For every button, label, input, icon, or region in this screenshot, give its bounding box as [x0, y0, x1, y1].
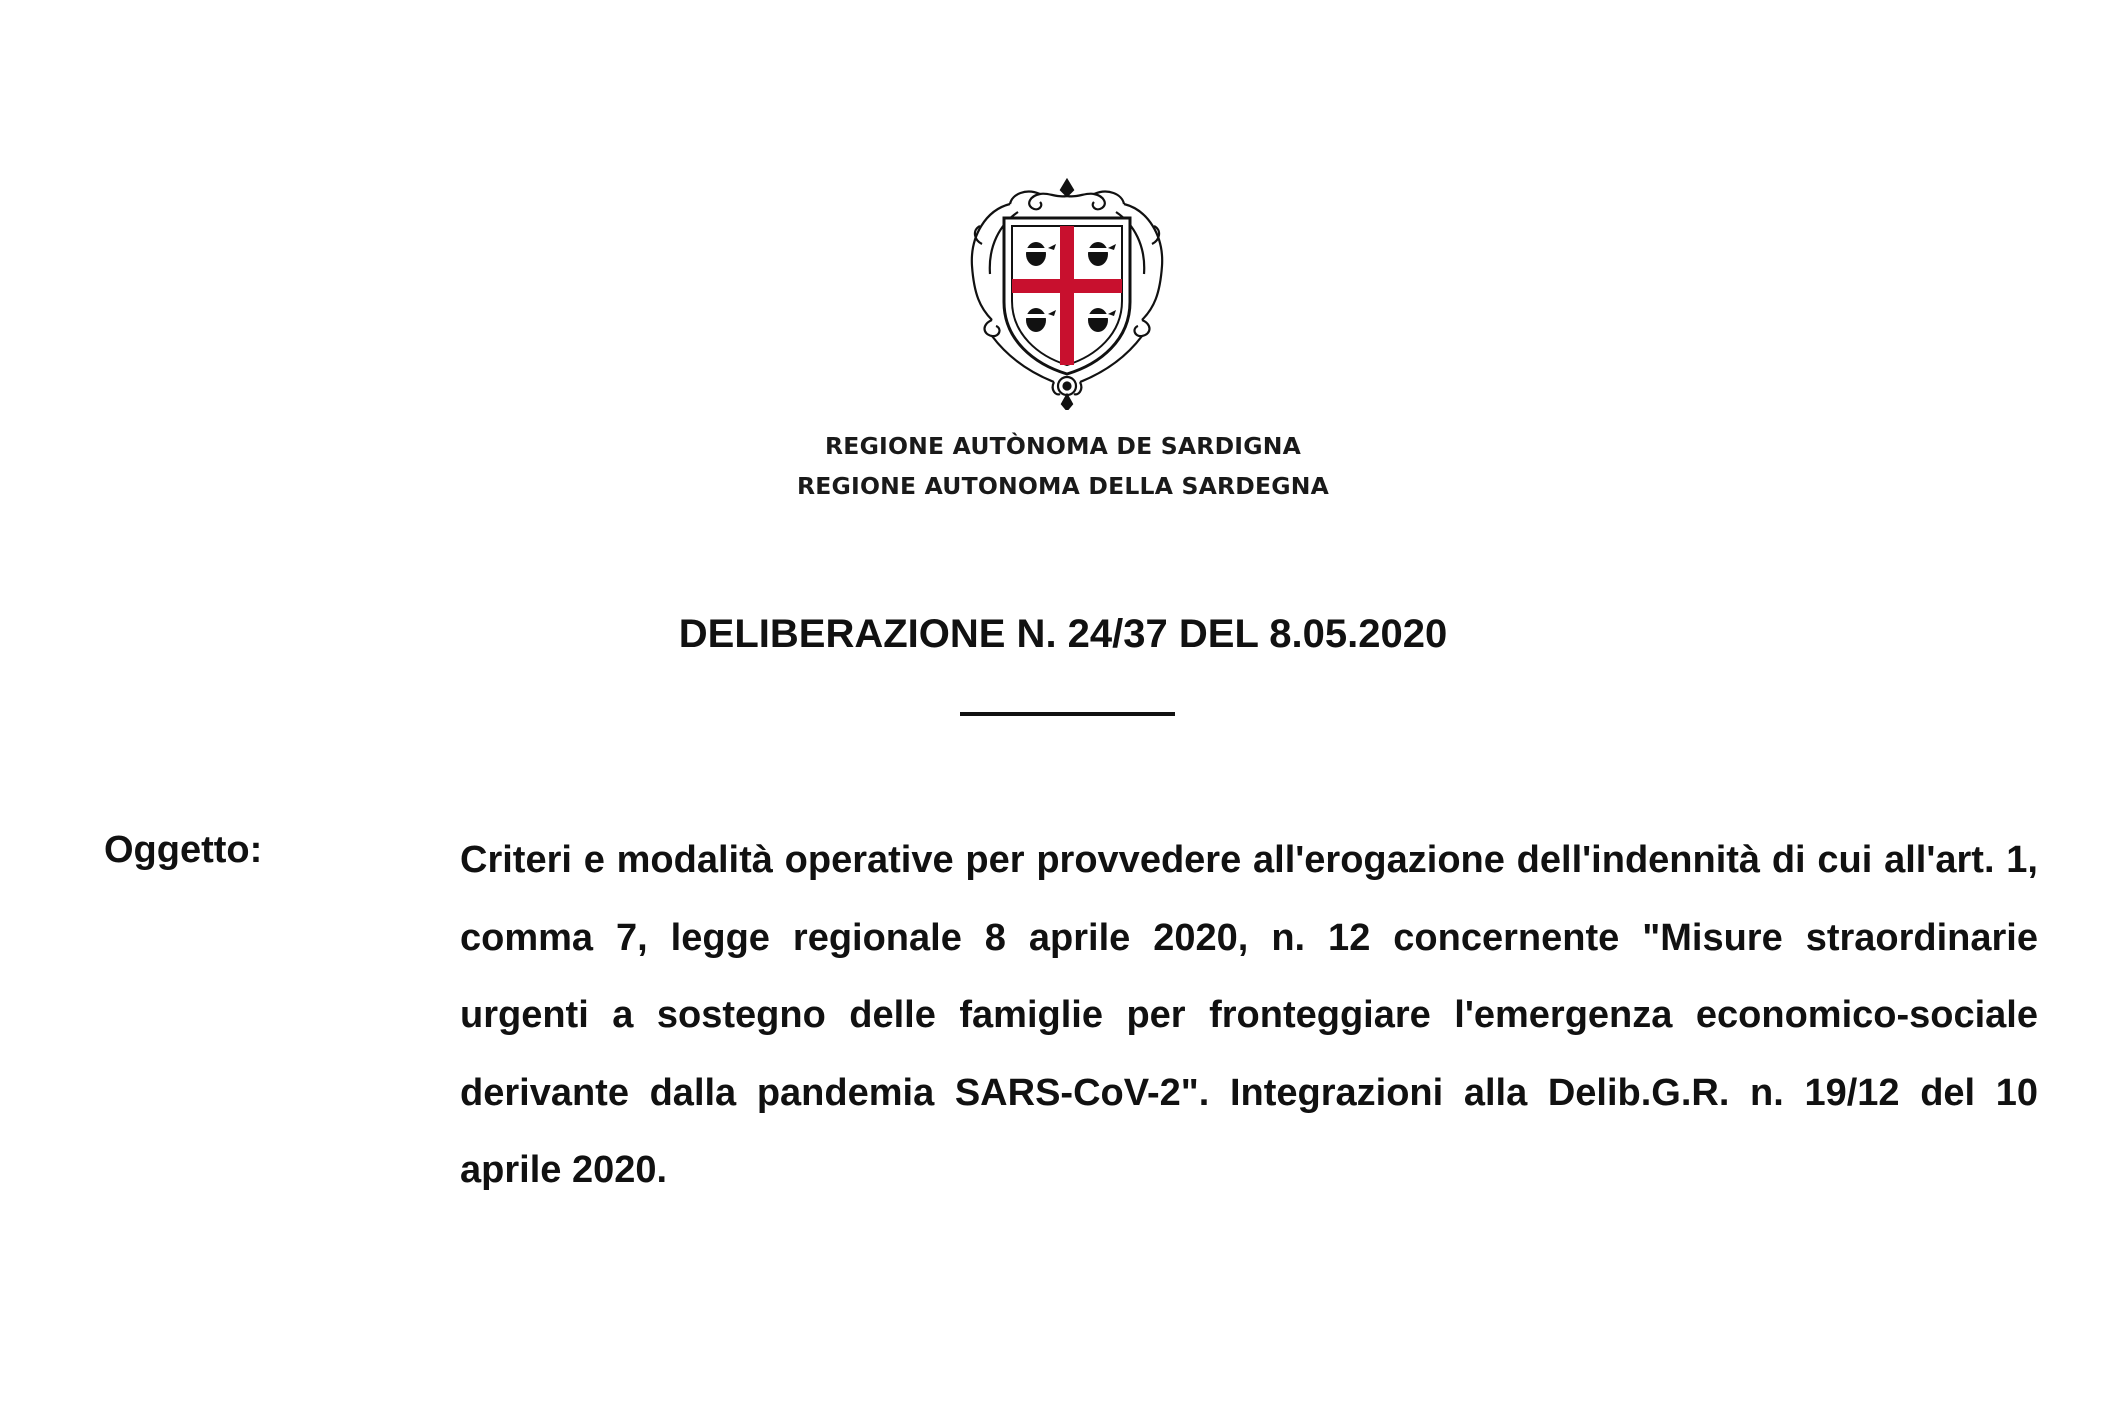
region-name-italian: REGIONE AUTONOMA DELLA SARDEGNA: [796, 472, 1329, 500]
region-name-sardinian: REGIONE AUTÒNOMA DE SARDIGNA: [825, 432, 1301, 460]
subject-text: Criteri e modalità operative per provvedere all'erogazione dell'indennità di cui all'art. 1, comma 7, legge regionale 8 aprile 2020, n. 12 concernente "Misure straordinarie urgenti a sostegno delle famiglie per fronteggiare l'emergenza economico-sociale derivante dalla pandemia SARS-CoV-2". Integrazioni alla Delib.G.R. n. 19/12 del 10 aprile 2020.: [460, 839, 2038, 1191]
region-names: [0, 426, 2126, 506]
document-title: DELIBERAZIONE N. 24/37 DEL 8.05.2020: [678, 612, 1448, 656]
sardinia-emblem-icon: [960, 174, 1174, 410]
title-underline-divider: [960, 712, 1175, 716]
subject-label: Oggetto:: [104, 829, 263, 871]
